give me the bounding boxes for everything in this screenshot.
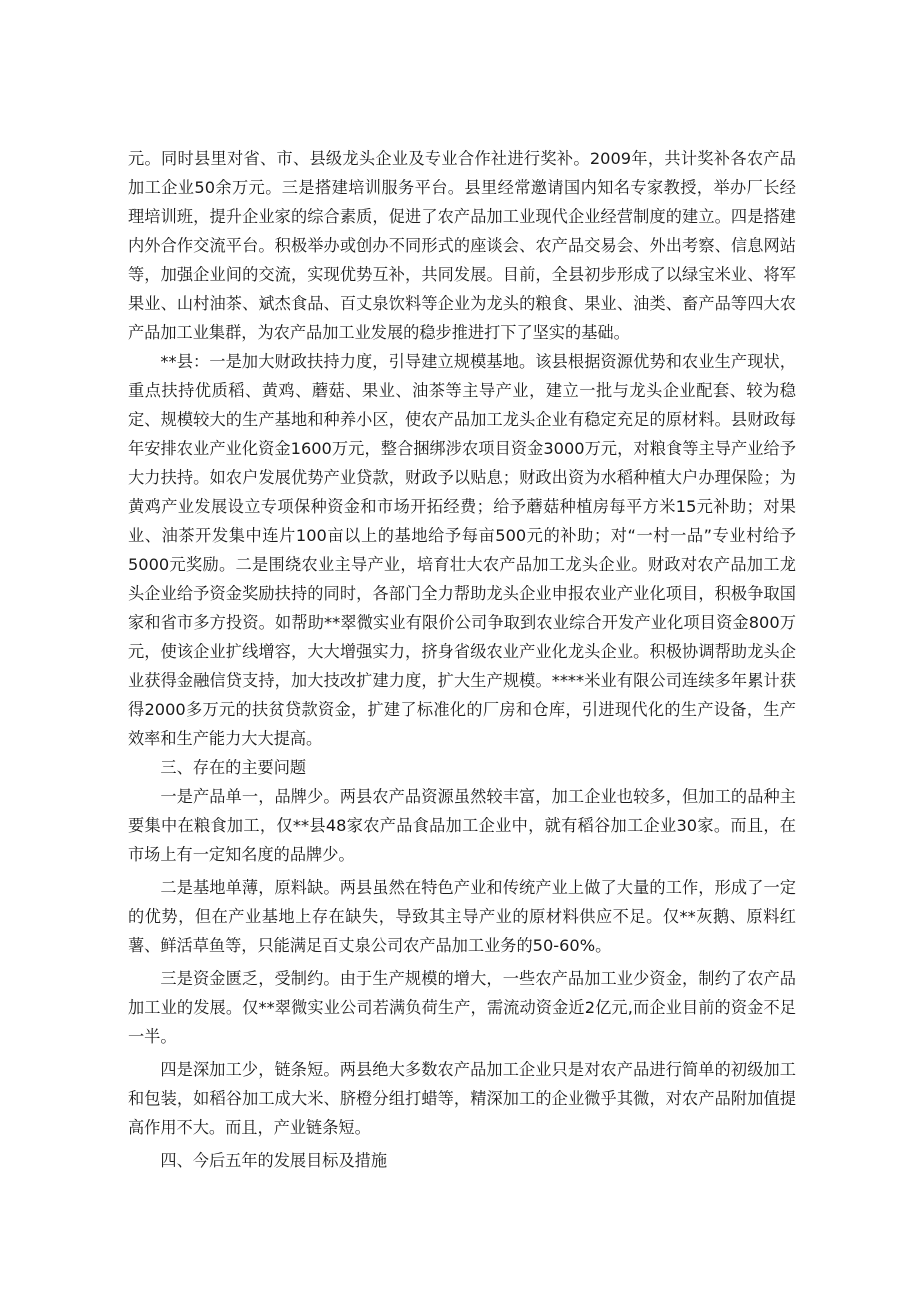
section-heading-five-year-goals: 四、今后五年的发展目标及措施: [160, 1151, 388, 1170]
section-heading-main-problems: 三、存在的主要问题: [160, 758, 307, 777]
document-page: [128, 144, 796, 1175]
paragraph-county-measures: **县：一是加大财政扶持力度，引导建立规模基地。该县根据资源优势和农业生产现状，重点扶持优质稻、黄鸡、蘑菇、果业、油茶等主导产业，建立一批与龙头企业配套、较为稳定、规模较大的生产基地和种养小区，使农产品加工龙头企业有稳定充足的原材料。县财政每年安排农业产业化资金1600万元，整合捆绑涉农项目资金3000万元，对粮食等主导产业给予大力扶持。如农户发展优势产业贷款，财政予以贴息；财政出资为水稻种植大户办理保险；为黄鸡产业发展设立专项保种资金和市场开拓经费；给予蘑菇种植房每平方米15元补助；对果业、油茶开发集中连片100亩以上的基地给予每亩500元的补助；对“一村一品”专业村给予5000元奖励。二是围绕农业主导产业，培育壮大农产品加工龙头企业。财政对农产品加工龙头企业给予资金奖励扶持的同时，各部门全力帮助龙头企业申报农业产业化项目，积极争取国家和省市多方投资。如帮助**翠微实业有限价公司争取到农业综合开发产业化项目资金800万元，使该企业扩线增容，大大增强实力，挤身省级农业产业化龙头企业。积极协调帮助龙头企业获得金融信贷支持，加大技改扩建力度，扩大生产规模。****米业有限公司连续多年累计获得2000多万元的扶贫贷款资金，扩建了标准化的厂房和仓库，引进现代化的生产设备，生产效率和生产能力大大提高。: [128, 352, 796, 748]
paragraph-problem-4: 四是深加工少，链条短。两县绝大多数农产品加工企业只是对农产品进行简单的初级加工和包装，如稻谷加工成大米、脐橙分组打蜡等，精深加工的企业微乎其微，对农产品附加值提高作用不大。而且，产业链条短。: [128, 1060, 796, 1137]
paragraph-problem-3: 三是资金匮乏，受制约。由于生产规模的增大，一些农产品加工业少资金，制约了农产品加工业的发展。仅**翠微实业公司若满负荷生产，需流动资金近2亿元,而企业目前的资金不足一半。: [128, 969, 796, 1046]
paragraph-problem-2: 二是基地单薄，原料缺。两县虽然在特色产业和传统产业上做了大量的工作，形成了一定的优势，但在产业基地上存在缺失，导致其主导产业的原材料供应不足。仅**灰鹅、原料红薯、鲜活草鱼等，只能满足百丈泉公司农产品加工业务的50-60%。: [128, 878, 796, 955]
paragraph-continuation: 元。同时县里对省、市、县级龙头企业及专业合作社进行奖补。2009年，共计奖补各农产品加工企业50余万元。三是搭建培训服务平台。县里经常邀请国内知名专家教授，举办厂长经理培训班，提升企业家的综合素质，促进了农产品加工业现代企业经营制度的建立。四是搭建内外合作交流平台。积极举办或创办不同形式的座谈会、农产品交易会、外出考察、信息网站等，加强企业间的交流，实现优势互补，共同发展。目前，全县初步形成了以绿宝米业、将军果业、山村油茶、斌杰食品、百丈泉饮料等企业为龙头的粮食、果业、油类、畜产品等四大农产品加工业集群，为农产品加工业发展的稳步推进打下了坚实的基础。: [128, 149, 796, 342]
paragraph-problem-1: 一是产品单一，品牌少。两县农产品资源虽然较丰富，加工企业也较多，但加工的品种主要集中在粮食加工，仅**县48家农产品食品加工企业中，就有稻谷加工企业30家。而且，在市场上有一定知名度的品牌少。: [128, 787, 796, 864]
